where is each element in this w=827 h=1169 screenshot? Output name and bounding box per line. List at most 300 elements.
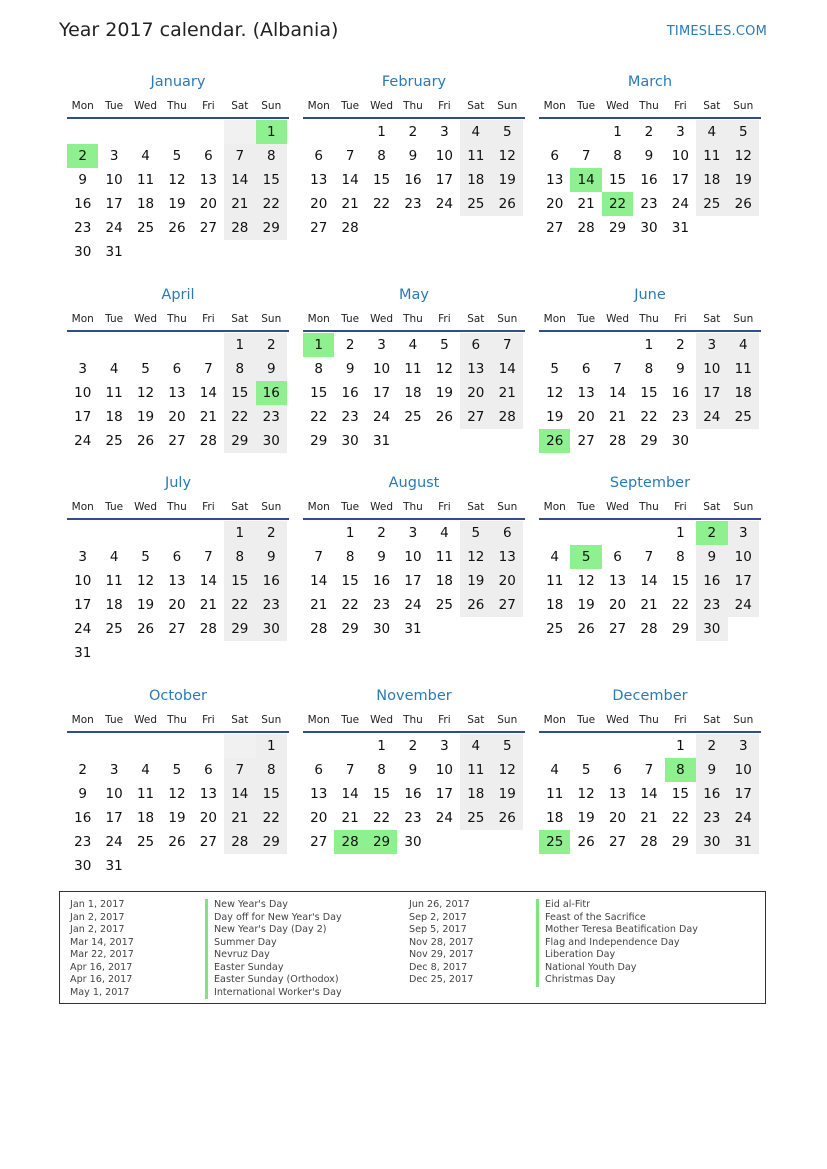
day-cell[interactable]: 16 — [74, 810, 92, 826]
day-cell[interactable]: 18 — [136, 810, 155, 826]
day-cell[interactable]: 9 — [256, 545, 287, 569]
day-cell[interactable]: 3 — [696, 333, 727, 357]
day-cell[interactable]: 2 — [256, 333, 287, 357]
day-cell[interactable]: 24 — [728, 806, 759, 830]
day-cell[interactable]: 2 — [377, 525, 386, 541]
day-cell[interactable]: 23 — [696, 806, 727, 830]
day-cell[interactable]: 27 — [199, 834, 217, 850]
day-cell[interactable]: 30 — [696, 830, 727, 854]
day-cell[interactable]: 11 — [460, 144, 491, 168]
day-cell[interactable]: 25 — [404, 409, 422, 425]
day-cell[interactable]: 23 — [671, 409, 689, 425]
holiday-day-cell[interactable]: 22 — [602, 192, 633, 216]
day-cell[interactable]: 5 — [141, 361, 150, 377]
day-cell[interactable]: 12 — [168, 172, 186, 188]
day-cell[interactable]: 1 — [613, 124, 622, 140]
day-cell[interactable]: 22 — [224, 405, 255, 429]
day-cell[interactable]: 6 — [172, 361, 182, 377]
day-cell[interactable]: 7 — [492, 333, 523, 357]
day-cell[interactable]: 15 — [671, 786, 689, 802]
day-cell[interactable]: 8 — [224, 545, 255, 569]
day-cell[interactable]: 10 — [105, 786, 123, 802]
day-cell[interactable]: 19 — [168, 810, 186, 826]
day-cell[interactable]: 20 — [546, 196, 564, 212]
day-cell[interactable]: 24 — [435, 810, 453, 826]
day-cell[interactable]: 30 — [256, 617, 287, 641]
day-cell[interactable]: 30 — [341, 433, 359, 449]
day-cell[interactable]: 4 — [696, 120, 727, 144]
day-cell[interactable]: 23 — [74, 220, 92, 236]
day-cell[interactable]: 22 — [671, 810, 689, 826]
day-cell[interactable]: 12 — [435, 361, 453, 377]
day-cell[interactable]: 24 — [74, 621, 92, 637]
day-cell[interactable]: 28 — [199, 621, 217, 637]
day-cell[interactable]: 21 — [341, 196, 359, 212]
day-cell[interactable]: 6 — [314, 762, 323, 778]
day-cell[interactable]: 12 — [492, 758, 523, 782]
day-cell[interactable]: 12 — [546, 385, 564, 401]
day-cell[interactable]: 6 — [460, 333, 491, 357]
day-cell[interactable]: 26 — [492, 806, 523, 830]
day-cell[interactable]: 31 — [74, 645, 92, 661]
day-cell[interactable]: 25 — [460, 806, 491, 830]
day-cell[interactable]: 18 — [460, 782, 491, 806]
day-cell[interactable]: 3 — [377, 337, 386, 353]
day-cell[interactable]: 2 — [696, 734, 727, 758]
day-cell[interactable]: 10 — [404, 549, 422, 565]
day-cell[interactable]: 17 — [74, 597, 92, 613]
day-cell[interactable]: 15 — [372, 172, 391, 188]
day-cell[interactable]: 26 — [168, 220, 186, 236]
day-cell[interactable]: 25 — [136, 220, 155, 236]
day-cell[interactable]: 8 — [613, 148, 622, 164]
day-cell[interactable]: 4 — [460, 120, 491, 144]
day-cell[interactable]: 14 — [492, 357, 523, 381]
day-cell[interactable]: 23 — [256, 593, 287, 617]
day-cell[interactable]: 2 — [345, 337, 355, 353]
day-cell[interactable]: 26 — [492, 192, 523, 216]
day-cell[interactable]: 24 — [74, 433, 92, 449]
day-cell[interactable]: 28 — [577, 220, 595, 236]
day-cell[interactable]: 20 — [608, 810, 627, 826]
day-cell[interactable]: 10 — [74, 385, 92, 401]
day-cell[interactable]: 15 — [256, 168, 287, 192]
day-cell[interactable]: 15 — [372, 786, 391, 802]
day-cell[interactable]: 29 — [341, 621, 359, 637]
day-cell[interactable]: 27 — [168, 621, 186, 637]
day-cell[interactable]: 14 — [341, 786, 359, 802]
day-cell[interactable]: 26 — [168, 834, 186, 850]
day-cell[interactable]: 22 — [372, 196, 391, 212]
day-cell[interactable]: 29 — [640, 433, 658, 449]
day-cell[interactable]: 20 — [199, 196, 217, 212]
day-cell[interactable]: 30 — [372, 621, 391, 637]
day-cell[interactable]: 7 — [644, 762, 654, 778]
day-cell[interactable]: 20 — [168, 409, 186, 425]
day-cell[interactable]: 2 — [644, 124, 654, 140]
day-cell[interactable]: 28 — [640, 621, 658, 637]
day-cell[interactable]: 24 — [671, 196, 689, 212]
day-cell[interactable]: 25 — [105, 621, 123, 637]
day-cell[interactable]: 17 — [728, 782, 759, 806]
day-cell[interactable]: 12 — [136, 385, 155, 401]
day-cell[interactable]: 19 — [577, 597, 595, 613]
day-cell[interactable]: 1 — [224, 333, 255, 357]
day-cell[interactable]: 9 — [345, 361, 355, 377]
day-cell[interactable]: 13 — [546, 172, 564, 188]
day-cell[interactable]: 5 — [550, 361, 559, 377]
day-cell[interactable]: 3 — [109, 762, 119, 778]
day-cell[interactable]: 27 — [608, 621, 627, 637]
day-cell[interactable]: 11 — [105, 573, 123, 589]
day-cell[interactable]: 4 — [728, 333, 759, 357]
day-cell[interactable]: 14 — [310, 573, 328, 589]
day-cell[interactable]: 30 — [696, 617, 727, 641]
day-cell[interactable]: 9 — [696, 545, 727, 569]
day-cell[interactable]: 21 — [199, 597, 217, 613]
day-cell[interactable]: 11 — [435, 549, 453, 565]
day-cell[interactable]: 1 — [256, 734, 287, 758]
holiday-day-cell[interactable]: 8 — [665, 758, 696, 782]
day-cell[interactable]: 25 — [546, 621, 564, 637]
day-cell[interactable]: 18 — [460, 168, 491, 192]
day-cell[interactable]: 29 — [671, 621, 689, 637]
day-cell[interactable]: 27 — [492, 593, 523, 617]
day-cell[interactable]: 19 — [546, 409, 564, 425]
day-cell[interactable]: 9 — [408, 762, 418, 778]
day-cell[interactable]: 23 — [341, 409, 359, 425]
day-cell[interactable]: 17 — [105, 810, 123, 826]
day-cell[interactable]: 9 — [78, 172, 87, 188]
day-cell[interactable]: 25 — [105, 433, 123, 449]
day-cell[interactable]: 20 — [310, 810, 328, 826]
day-cell[interactable]: 11 — [136, 172, 155, 188]
day-cell[interactable]: 4 — [460, 734, 491, 758]
day-cell[interactable]: 4 — [550, 549, 559, 565]
day-cell[interactable]: 20 — [577, 409, 595, 425]
day-cell[interactable]: 27 — [546, 220, 564, 236]
day-cell[interactable]: 27 — [310, 834, 328, 850]
day-cell[interactable]: 2 — [408, 738, 418, 754]
day-cell[interactable]: 3 — [728, 521, 759, 545]
day-cell[interactable]: 5 — [141, 549, 150, 565]
day-cell[interactable]: 21 — [492, 381, 523, 405]
day-cell[interactable]: 8 — [377, 762, 386, 778]
day-cell[interactable]: 12 — [168, 786, 186, 802]
day-cell[interactable]: 25 — [435, 597, 453, 613]
day-cell[interactable]: 11 — [546, 573, 564, 589]
day-cell[interactable]: 29 — [256, 830, 287, 854]
day-cell[interactable]: 6 — [550, 148, 559, 164]
day-cell[interactable]: 20 — [492, 569, 523, 593]
day-cell[interactable]: 27 — [608, 834, 627, 850]
day-cell[interactable]: 25 — [696, 192, 727, 216]
day-cell[interactable]: 10 — [728, 545, 759, 569]
day-cell[interactable]: 21 — [640, 597, 658, 613]
day-cell[interactable]: 20 — [460, 381, 491, 405]
day-cell[interactable]: 7 — [204, 361, 213, 377]
day-cell[interactable]: 28 — [224, 830, 255, 854]
day-cell[interactable]: 6 — [613, 762, 622, 778]
day-cell[interactable]: 25 — [136, 834, 155, 850]
day-cell[interactable]: 8 — [644, 361, 654, 377]
day-cell[interactable]: 23 — [256, 405, 287, 429]
day-cell[interactable]: 26 — [435, 409, 453, 425]
day-cell[interactable]: 11 — [546, 786, 564, 802]
day-cell[interactable]: 30 — [671, 433, 689, 449]
day-cell[interactable]: 31 — [372, 433, 391, 449]
day-cell[interactable]: 14 — [640, 573, 658, 589]
day-cell[interactable]: 1 — [377, 738, 386, 754]
day-cell[interactable]: 6 — [581, 361, 591, 377]
day-cell[interactable]: 18 — [435, 573, 453, 589]
day-cell[interactable]: 29 — [671, 834, 689, 850]
day-cell[interactable]: 19 — [435, 385, 453, 401]
day-cell[interactable]: 4 — [440, 525, 449, 541]
day-cell[interactable]: 13 — [199, 786, 217, 802]
day-cell[interactable]: 13 — [577, 385, 595, 401]
day-cell[interactable]: 18 — [728, 381, 759, 405]
day-cell[interactable]: 6 — [314, 148, 323, 164]
day-cell[interactable]: 9 — [644, 148, 654, 164]
day-cell[interactable]: 18 — [696, 168, 727, 192]
day-cell[interactable]: 21 — [640, 810, 658, 826]
day-cell[interactable]: 3 — [440, 738, 449, 754]
day-cell[interactable]: 15 — [310, 385, 328, 401]
day-cell[interactable]: 3 — [78, 361, 87, 377]
day-cell[interactable]: 4 — [408, 337, 418, 353]
day-cell[interactable]: 14 — [224, 782, 255, 806]
day-cell[interactable]: 24 — [404, 597, 422, 613]
day-cell[interactable]: 24 — [728, 593, 759, 617]
day-cell[interactable]: 28 — [310, 621, 328, 637]
day-cell[interactable]: 18 — [404, 385, 422, 401]
day-cell[interactable]: 28 — [608, 433, 627, 449]
day-cell[interactable]: 12 — [136, 573, 155, 589]
day-cell[interactable]: 17 — [671, 172, 689, 188]
day-cell[interactable]: 7 — [345, 762, 355, 778]
day-cell[interactable]: 7 — [581, 148, 591, 164]
day-cell[interactable]: 6 — [613, 549, 622, 565]
day-cell[interactable]: 25 — [460, 192, 491, 216]
day-cell[interactable]: 27 — [577, 433, 595, 449]
day-cell[interactable]: 13 — [492, 545, 523, 569]
day-cell[interactable]: 4 — [109, 549, 119, 565]
day-cell[interactable]: 16 — [671, 385, 689, 401]
day-cell[interactable]: 16 — [256, 569, 287, 593]
day-cell[interactable]: 8 — [676, 549, 685, 565]
day-cell[interactable]: 22 — [310, 409, 328, 425]
day-cell[interactable]: 18 — [136, 196, 155, 212]
day-cell[interactable]: 6 — [172, 549, 182, 565]
day-cell[interactable]: 3 — [728, 734, 759, 758]
day-cell[interactable]: 30 — [404, 834, 422, 850]
day-cell[interactable]: 7 — [644, 549, 654, 565]
day-cell[interactable]: 6 — [204, 148, 213, 164]
day-cell[interactable]: 22 — [372, 810, 391, 826]
day-cell[interactable]: 29 — [310, 433, 328, 449]
day-cell[interactable]: 3 — [676, 124, 685, 140]
day-cell[interactable]: 28 — [492, 405, 523, 429]
day-cell[interactable]: 4 — [141, 762, 150, 778]
day-cell[interactable]: 13 — [168, 385, 186, 401]
day-cell[interactable]: 8 — [256, 758, 287, 782]
day-cell[interactable]: 1 — [676, 525, 685, 541]
day-cell[interactable]: 7 — [613, 361, 622, 377]
day-cell[interactable]: 9 — [78, 786, 87, 802]
day-cell[interactable]: 21 — [224, 192, 255, 216]
day-cell[interactable]: 15 — [640, 385, 658, 401]
day-cell[interactable]: 10 — [435, 762, 453, 778]
day-cell[interactable]: 8 — [224, 357, 255, 381]
day-cell[interactable]: 16 — [640, 172, 658, 188]
day-cell[interactable]: 19 — [577, 810, 595, 826]
day-cell[interactable]: 13 — [608, 786, 627, 802]
day-cell[interactable]: 17 — [105, 196, 123, 212]
day-cell[interactable]: 18 — [546, 810, 564, 826]
day-cell[interactable]: 11 — [460, 758, 491, 782]
day-cell[interactable]: 15 — [341, 573, 359, 589]
day-cell[interactable]: 15 — [256, 782, 287, 806]
day-cell[interactable]: 13 — [168, 573, 186, 589]
day-cell[interactable]: 21 — [199, 409, 217, 425]
holiday-day-cell[interactable]: 2 — [67, 144, 98, 168]
day-cell[interactable]: 16 — [341, 385, 359, 401]
day-cell[interactable]: 29 — [608, 220, 627, 236]
day-cell[interactable]: 21 — [224, 806, 255, 830]
day-cell[interactable]: 26 — [577, 621, 595, 637]
day-cell[interactable]: 5 — [492, 734, 523, 758]
day-cell[interactable]: 23 — [640, 196, 658, 212]
day-cell[interactable]: 18 — [105, 597, 123, 613]
day-cell[interactable]: 5 — [172, 762, 182, 778]
holiday-day-cell[interactable]: 26 — [539, 429, 570, 453]
day-cell[interactable]: 10 — [435, 148, 453, 164]
day-cell[interactable]: 3 — [109, 148, 119, 164]
day-cell[interactable]: 16 — [74, 196, 92, 212]
day-cell[interactable]: 10 — [74, 573, 92, 589]
day-cell[interactable]: 17 — [435, 786, 453, 802]
day-cell[interactable]: 4 — [550, 762, 559, 778]
day-cell[interactable]: 9 — [696, 758, 727, 782]
day-cell[interactable]: 23 — [74, 834, 92, 850]
day-cell[interactable]: 30 — [74, 858, 92, 874]
day-cell[interactable]: 4 — [141, 148, 150, 164]
day-cell[interactable]: 12 — [728, 144, 759, 168]
day-cell[interactable]: 11 — [404, 361, 422, 377]
day-cell[interactable]: 2 — [408, 124, 418, 140]
day-cell[interactable]: 2 — [78, 762, 87, 778]
day-cell[interactable]: 16 — [404, 172, 422, 188]
day-cell[interactable]: 3 — [408, 525, 418, 541]
day-cell[interactable]: 12 — [577, 786, 595, 802]
day-cell[interactable]: 1 — [224, 521, 255, 545]
day-cell[interactable]: 2 — [256, 521, 287, 545]
day-cell[interactable]: 30 — [74, 244, 92, 260]
day-cell[interactable]: 7 — [345, 148, 355, 164]
day-cell[interactable]: 21 — [577, 196, 595, 212]
day-cell[interactable]: 18 — [105, 409, 123, 425]
day-cell[interactable]: 19 — [460, 569, 491, 593]
day-cell[interactable]: 24 — [435, 196, 453, 212]
holiday-day-cell[interactable]: 14 — [570, 168, 601, 192]
day-cell[interactable]: 15 — [224, 569, 255, 593]
day-cell[interactable]: 24 — [696, 405, 727, 429]
day-cell[interactable]: 3 — [78, 549, 87, 565]
holiday-day-cell[interactable]: 5 — [570, 545, 601, 569]
day-cell[interactable]: 26 — [577, 834, 595, 850]
day-cell[interactable]: 19 — [728, 168, 759, 192]
day-cell[interactable]: 13 — [460, 357, 491, 381]
day-cell[interactable]: 17 — [372, 385, 391, 401]
day-cell[interactable]: 22 — [671, 597, 689, 613]
day-cell[interactable]: 21 — [341, 810, 359, 826]
day-cell[interactable]: 24 — [105, 834, 123, 850]
day-cell[interactable]: 9 — [377, 549, 386, 565]
day-cell[interactable]: 13 — [310, 172, 328, 188]
day-cell[interactable]: 15 — [671, 573, 689, 589]
day-cell[interactable]: 5 — [460, 521, 491, 545]
day-cell[interactable]: 21 — [608, 409, 627, 425]
day-cell[interactable]: 22 — [341, 597, 359, 613]
day-cell[interactable]: 27 — [460, 405, 491, 429]
day-cell[interactable]: 15 — [608, 172, 627, 188]
day-cell[interactable]: 30 — [640, 220, 658, 236]
day-cell[interactable]: 12 — [492, 144, 523, 168]
day-cell[interactable]: 7 — [314, 549, 323, 565]
day-cell[interactable]: 5 — [581, 762, 591, 778]
day-cell[interactable]: 20 — [199, 810, 217, 826]
day-cell[interactable]: 11 — [105, 385, 123, 401]
day-cell[interactable]: 1 — [345, 525, 355, 541]
day-cell[interactable]: 28 — [199, 433, 217, 449]
day-cell[interactable]: 30 — [256, 429, 287, 453]
day-cell[interactable]: 10 — [728, 758, 759, 782]
day-cell[interactable]: 11 — [136, 786, 155, 802]
day-cell[interactable]: 27 — [199, 220, 217, 236]
day-cell[interactable]: 22 — [224, 593, 255, 617]
day-cell[interactable]: 10 — [696, 357, 727, 381]
day-cell[interactable]: 22 — [256, 192, 287, 216]
day-cell[interactable]: 25 — [728, 405, 759, 429]
day-cell[interactable]: 31 — [105, 858, 123, 874]
day-cell[interactable]: 19 — [136, 597, 155, 613]
day-cell[interactable]: 10 — [105, 172, 123, 188]
day-cell[interactable]: 17 — [404, 573, 422, 589]
day-cell[interactable]: 22 — [640, 409, 658, 425]
holiday-day-cell[interactable]: 29 — [366, 830, 397, 854]
day-cell[interactable]: 26 — [136, 621, 155, 637]
day-cell[interactable]: 17 — [74, 409, 92, 425]
day-cell[interactable]: 7 — [224, 144, 255, 168]
day-cell[interactable]: 28 — [224, 216, 255, 240]
day-cell[interactable]: 8 — [314, 361, 323, 377]
day-cell[interactable]: 1 — [644, 337, 654, 353]
day-cell[interactable]: 12 — [577, 573, 595, 589]
day-cell[interactable]: 3 — [440, 124, 449, 140]
day-cell[interactable]: 16 — [696, 569, 727, 593]
day-cell[interactable]: 19 — [492, 782, 523, 806]
day-cell[interactable]: 11 — [696, 144, 727, 168]
day-cell[interactable]: 31 — [728, 830, 759, 854]
day-cell[interactable]: 6 — [492, 521, 523, 545]
day-cell[interactable]: 1 — [377, 124, 386, 140]
day-cell[interactable]: 24 — [105, 220, 123, 236]
day-cell[interactable]: 19 — [168, 196, 186, 212]
day-cell[interactable]: 8 — [256, 144, 287, 168]
day-cell[interactable]: 6 — [204, 762, 213, 778]
holiday-day-cell[interactable]: 1 — [303, 333, 334, 357]
